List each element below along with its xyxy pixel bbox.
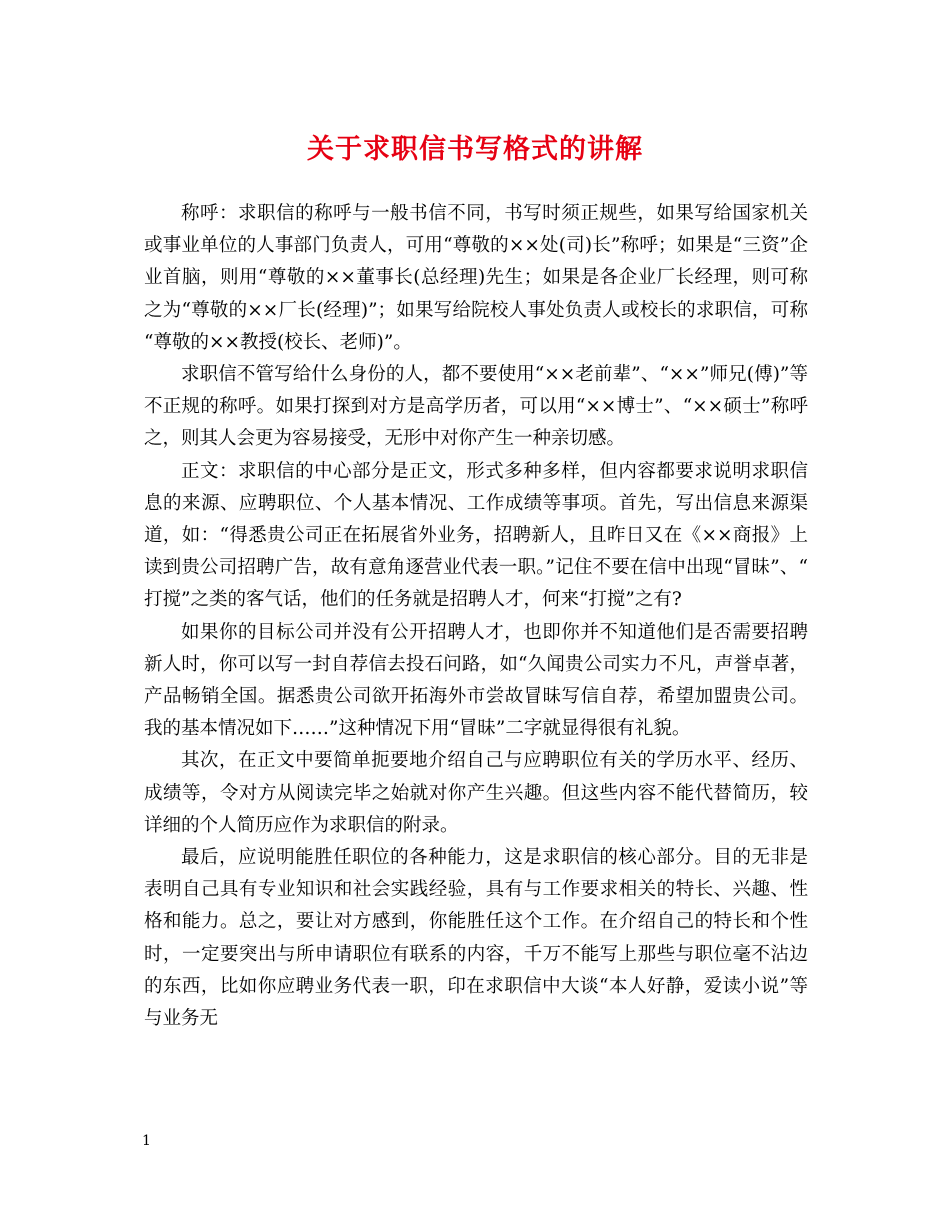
page-number: 1	[142, 1133, 151, 1149]
paragraph-second-point: 其次，在正文中要简单扼要地介绍自己与应聘职位有关的学历水平、经历、成绩等，令对方从阅读完毕之始就对你产生兴趣。但这些内容不能代替简历，较详细的个人简历应作为求职信的附录。	[144, 750, 808, 836]
paragraph-self-recommendation: 如果你的目标公司并没有公开招聘人才，也即你并不知道他们是否需要招聘新人时，你可以写一封自荐信去投石问路，如“久闻贵公司实力不凡，声誉卓著，产品畅销全国。据悉贵公司欲开拓海外市尝故冒昧写信自荐，希望加盟贵公司。我的基本情况如下……”这种情况下用“冒昧”二字就显得很有礼貌。	[144, 621, 808, 740]
paragraph-informal-titles: 求职信不管写给什么身份的人，都不要使用“××老前辈”、“××”师兄(傅)”等不正规的称呼。如果打探到对方是高学历者，可以用“××博士”、“××硕士”称呼之，则其人会更为容易接受，无形中对你产生一种亲切感。	[144, 364, 808, 450]
paragraph-body-intro: 正文：求职信的中心部分是正文，形式多种多样，但内容都要求说明求职信息的来源、应聘职位、个人基本情况、工作成绩等事项。首先，写出信息来源渠道，如：“得悉贵公司正在拓展省外业务，招聘新人，且昨日又在《××商报》上读到贵公司招聘广告，故有意角逐营业代表一职。”记住不要在信中出现“冒昧”、“打搅”之类的客气话，他们的任务就是招聘人才，何来“打搅”之有?	[144, 460, 808, 611]
paragraph-final-point: 最后，应说明能胜任职位的各种能力，这是求职信的核心部分。目的无非是表明自己具有专业知识和社会实践经验，具有与工作要求相关的特长、兴趣、性格和能力。总之，要让对方感到，你能胜任这个工作。在介绍自己的特长和个性时，一定要突出与所申请职位有联系的内容，千万不能写上那些与职位毫不沾边的东西，比如你应聘业务代表一职，印在求职信中大谈“本人好静，爱读小说”等与业务无	[144, 847, 808, 1030]
paragraph-salutation: 称呼：求职信的称呼与一般书信不同，书写时须正规些，如果写给国家机关或事业单位的人事部门负责人，可用“尊敬的××处(司)长”称呼；如果是“三资”企业首脑，则用“尊敬的××董事长(总经理)先生；如果是各企业厂长经理，则可称之为“尊敬的××厂长(经理)”；如果写给院校人事处负责人或校长的求职信，可称“尊敬的××教授(校长、老师)”。	[144, 203, 808, 353]
document-body	[144, 198, 808, 1035]
document-title: 关于求职信书写格式的讲解	[307, 134, 643, 165]
